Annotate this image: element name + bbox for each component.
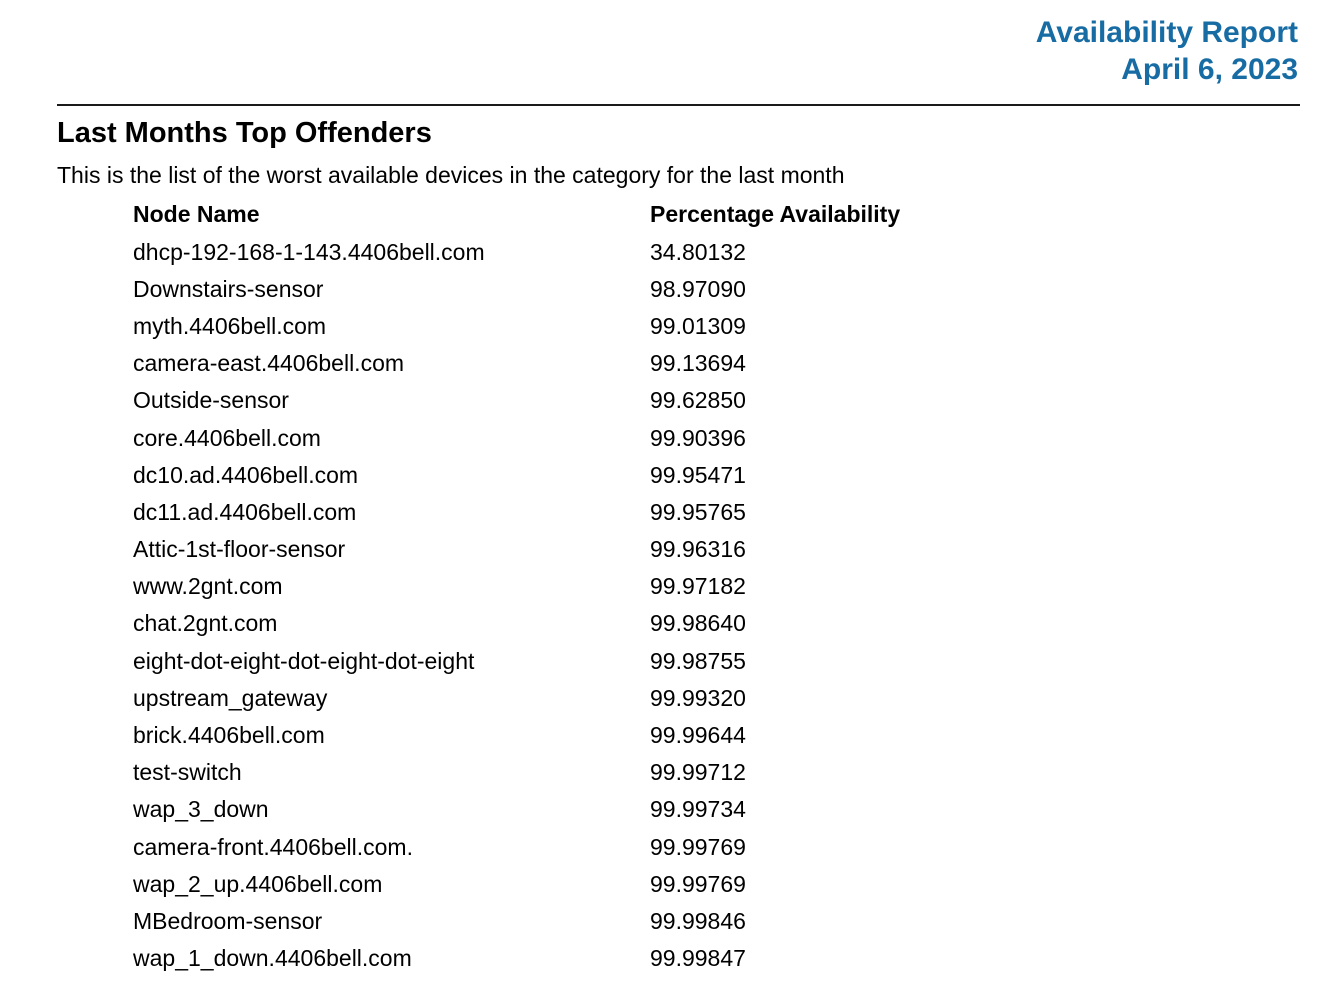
table-header-row	[133, 196, 1300, 233]
availability-value-cell: 99.97182	[650, 573, 746, 600]
table-row	[133, 457, 1300, 494]
node-name-cell: dc10.ad.4406bell.com	[133, 461, 359, 488]
availability-value-cell: 98.97090	[650, 275, 746, 302]
availability-value-cell: 99.99769	[650, 870, 746, 897]
section-description: This is the list of the worst available devices in the category for the last month	[57, 161, 845, 188]
report-date: April 6, 2023	[1121, 53, 1298, 86]
availability-value-cell: 99.95471	[650, 461, 746, 488]
table-row	[133, 829, 1300, 866]
table-row	[133, 420, 1300, 457]
availability-table	[133, 196, 1300, 977]
table-row	[133, 531, 1300, 568]
availability-value-cell: 34.80132	[650, 238, 746, 265]
column-header-node-name: Node Name	[133, 201, 260, 228]
availability-value-cell: 99.98640	[650, 610, 746, 637]
table-row	[133, 866, 1300, 903]
availability-value-cell: 99.99847	[650, 945, 746, 972]
node-name-cell: core.4406bell.com	[133, 424, 321, 451]
node-name-cell: Attic-1st-floor-sensor	[133, 536, 346, 563]
table-row	[133, 643, 1300, 680]
node-name-cell: camera-east.4406bell.com	[133, 350, 405, 377]
node-name-cell: brick.4406bell.com	[133, 722, 325, 749]
table-row	[133, 494, 1300, 531]
column-header-percentage-availability: Percentage Availability	[650, 201, 901, 228]
table-row	[133, 568, 1300, 605]
table-row	[133, 345, 1300, 382]
node-name-cell: www.2gnt.com	[133, 573, 283, 600]
availability-value-cell: 99.96316	[650, 536, 746, 563]
availability-value-cell: 99.62850	[650, 387, 746, 414]
node-name-cell: eight-dot-eight-dot-eight-dot-eight	[133, 647, 475, 674]
table-row	[133, 717, 1300, 754]
node-name-cell: wap_3_down	[133, 796, 269, 823]
table-row	[133, 382, 1300, 419]
table-row	[133, 308, 1300, 345]
table-row	[133, 791, 1300, 828]
table-row	[133, 234, 1300, 271]
node-name-cell: myth.4406bell.com	[133, 312, 327, 339]
node-name-cell: Outside-sensor	[133, 387, 289, 414]
report-header	[57, 14, 1300, 88]
availability-value-cell: 99.13694	[650, 350, 746, 377]
availability-value-cell: 99.99734	[650, 796, 746, 823]
report-title: Availability Report	[1035, 16, 1298, 49]
node-name-cell: camera-front.4406bell.com.	[133, 833, 413, 860]
node-name-cell: dhcp-192-168-1-143.4406bell.com	[133, 238, 485, 265]
availability-value-cell: 99.99712	[650, 759, 746, 786]
availability-value-cell: 99.98755	[650, 647, 746, 674]
availability-value-cell: 99.90396	[650, 424, 746, 451]
table-row	[133, 605, 1300, 642]
availability-value-cell: 99.95765	[650, 498, 746, 525]
availability-value-cell: 99.99846	[650, 907, 746, 934]
node-name-cell: chat.2gnt.com	[133, 610, 278, 637]
availability-value-cell: 99.99769	[650, 833, 746, 860]
header-divider	[57, 104, 1300, 106]
table-row	[133, 680, 1300, 717]
node-name-cell: test-switch	[133, 759, 242, 786]
table-row	[133, 271, 1300, 308]
table-row	[133, 754, 1300, 791]
node-name-cell: upstream_gateway	[133, 684, 328, 711]
node-name-cell: wap_1_down.4406bell.com	[133, 945, 412, 972]
node-name-cell: wap_2_up.4406bell.com	[133, 870, 383, 897]
availability-value-cell: 99.01309	[650, 312, 746, 339]
table-row	[133, 903, 1300, 940]
node-name-cell: Downstairs-sensor	[133, 275, 324, 302]
node-name-cell: dc11.ad.4406bell.com	[133, 498, 357, 525]
availability-value-cell: 99.99644	[650, 722, 746, 749]
availability-value-cell: 99.99320	[650, 684, 746, 711]
section-heading: Last Months Top Offenders	[57, 117, 432, 149]
table-row	[133, 940, 1300, 977]
table-body	[133, 234, 1300, 978]
node-name-cell: MBedroom-sensor	[133, 907, 323, 934]
